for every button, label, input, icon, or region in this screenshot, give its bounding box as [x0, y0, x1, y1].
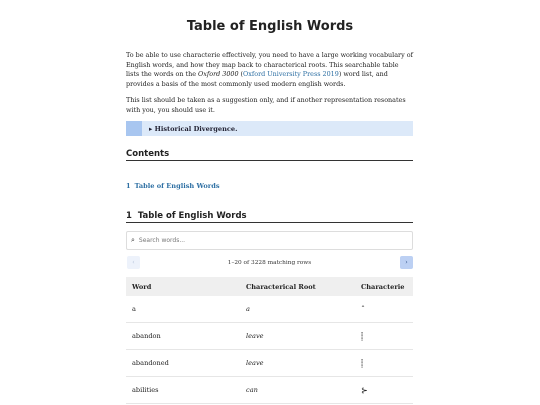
details-marker	[126, 121, 142, 136]
contents-heading: Contents	[126, 149, 413, 161]
intro-text-part: (	[238, 70, 244, 79]
cell-word: abandon	[132, 332, 161, 340]
section-title: Table of English Words	[137, 211, 247, 221]
intro-text-part: ) word list, and provides a basis of the most commonly used modern english words.	[126, 70, 388, 88]
cell-root: a	[246, 305, 250, 313]
search-placeholder: Search words...	[138, 237, 186, 244]
intro-paragraph	[126, 51, 413, 89]
column-header-root[interactable]: Characterical Root	[246, 282, 316, 291]
cell-root: leave	[246, 332, 264, 340]
intro-text-part: To be able to use characterie effectively, you need to have a large working vocabulary of English words, and how they map back to characterical roots. This searchable table lists the words on the	[126, 51, 413, 79]
cell-glyph: ˆ	[361, 304, 365, 314]
column-header-characterie[interactable]: Characterie	[361, 282, 405, 291]
cell-glyph: ⊱	[361, 385, 368, 395]
words-table	[126, 277, 413, 404]
cell-root: can	[246, 386, 258, 394]
cell-root: leave	[246, 359, 264, 367]
cell-word: a	[132, 305, 136, 313]
toc-item[interactable]	[126, 182, 220, 190]
pagination-status: 1–20 of 3228 matching rows	[227, 259, 312, 266]
oup-link[interactable]: Oxford University Press 2019	[243, 70, 339, 79]
cell-word: abandoned	[132, 359, 169, 367]
prev-page-button[interactable]: ‹	[127, 256, 140, 269]
intro-emphasis: Oxford 3000	[198, 70, 239, 79]
cell-word: abilities	[132, 386, 159, 394]
pagination	[126, 256, 413, 269]
section-heading	[126, 211, 413, 223]
search-icon: ⌕	[131, 236, 135, 244]
next-page-button[interactable]: ›	[400, 256, 413, 269]
historical-divergence-toggle[interactable]	[126, 121, 413, 136]
page-title: Table of English Words	[186, 19, 354, 34]
toc-item-number: 1	[126, 182, 131, 190]
intro-paragraph-2: This list should be taken as a suggestion only, and if another representation resonates with you, you should use it.	[126, 96, 406, 114]
toc-item-label: Table of English Words	[134, 182, 220, 190]
table-row[interactable]	[126, 377, 413, 404]
column-header-word[interactable]: Word	[132, 282, 152, 291]
cell-glyph: ⸽	[361, 331, 364, 341]
table-row[interactable]	[126, 350, 413, 377]
table-row[interactable]	[126, 296, 413, 323]
details-summary: ▸ Historical Divergence.	[149, 124, 238, 133]
section-number: 1	[126, 211, 132, 221]
cell-glyph: ⸽	[361, 358, 364, 368]
table-header	[126, 277, 413, 296]
intro-text	[126, 51, 413, 123]
table-row[interactable]	[126, 323, 413, 350]
search-input[interactable]	[126, 231, 413, 250]
